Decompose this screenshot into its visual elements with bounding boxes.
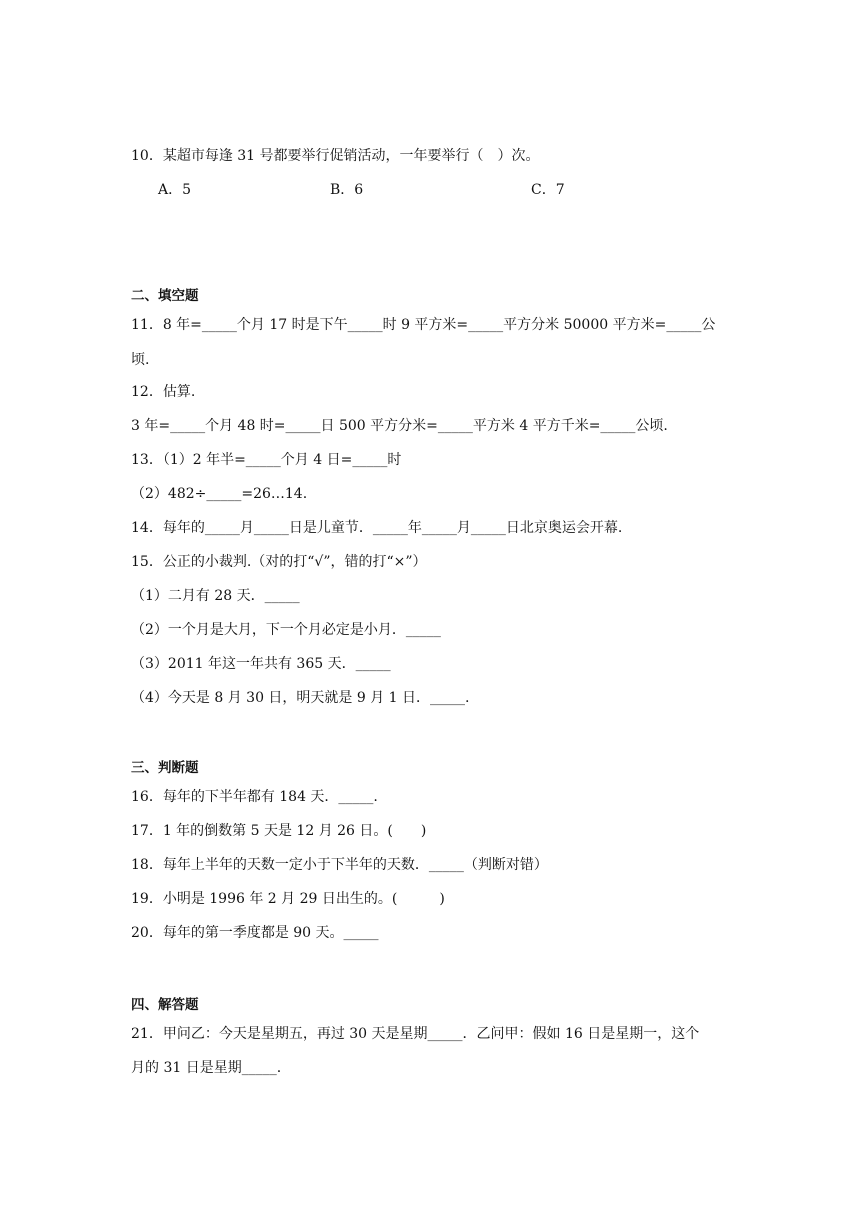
option-b: B．6 — [330, 182, 364, 198]
question-19: 19．小明是 1996 年 2 月 29 日出生的。( ) — [131, 891, 445, 907]
question-11-line2: 顷. — [131, 352, 150, 368]
question-12-line1: 12．估算. — [131, 384, 196, 400]
question-15-item-3: （3）2011 年这一年共有 365 天．_____ — [131, 656, 391, 672]
question-15-item-4: （4）今天是 8 月 30 日，明天就是 9 月 1 日．_____. — [131, 690, 470, 706]
question-15-item-2: （2）一个月是大月，下一个月必定是小月．_____ — [131, 622, 441, 638]
section-title-answer: 四、解答题 — [131, 997, 199, 1013]
question-14: 14．每年的_____月_____日是儿童节．_____年_____月_____日北京奥运会开幕. — [131, 520, 623, 536]
question-13-line2: （2）482÷_____=26…14. — [131, 486, 308, 502]
question-21-line2: 月的 31 日是星期_____. — [131, 1060, 282, 1076]
section-title-fill-in: 二、填空题 — [131, 288, 199, 304]
question-20: 20．每年的第一季度都是 90 天。_____ — [131, 925, 379, 941]
question-16: 16．每年的下半年都有 184 天．_____. — [131, 789, 378, 805]
section-title-true-false: 三、判断题 — [131, 760, 199, 776]
option-a: A．5 — [158, 182, 192, 198]
question-15: 15．公正的小裁判.（对的打“√”，错的打“×”） — [131, 554, 427, 570]
question-17: 17．1 年的倒数第 5 天是 12 月 26 日。( ) — [131, 823, 427, 839]
question-10: 10．某超市每逢 31 号都要举行促销活动，一年要举行（ ）次。 — [131, 148, 540, 164]
question-18: 18．每年上半年的天数一定小于下半年的天数．_____（判断对错） — [131, 857, 548, 873]
question-11-line1: 11．8 年=_____个月 17 时是下午_____时 9 平方米=_____平方分米 50000 平方米=_____公 — [131, 317, 716, 333]
question-15-item-1: （1）二月有 28 天．_____ — [131, 588, 300, 604]
question-21-line1: 21．甲问乙：今天是星期五，再过 30 天是星期_____．乙问甲：假如 16 日是星期一，这个 — [131, 1026, 700, 1042]
question-12-line2: 3 年=_____个月 48 时=_____日 500 平方分米=_____平方米 4 平方千米=_____公顷. — [131, 418, 668, 434]
option-c: C．7 — [531, 182, 565, 198]
question-13-line1: 13．（1）2 年半=_____个月 4 日=_____时 — [131, 452, 402, 468]
